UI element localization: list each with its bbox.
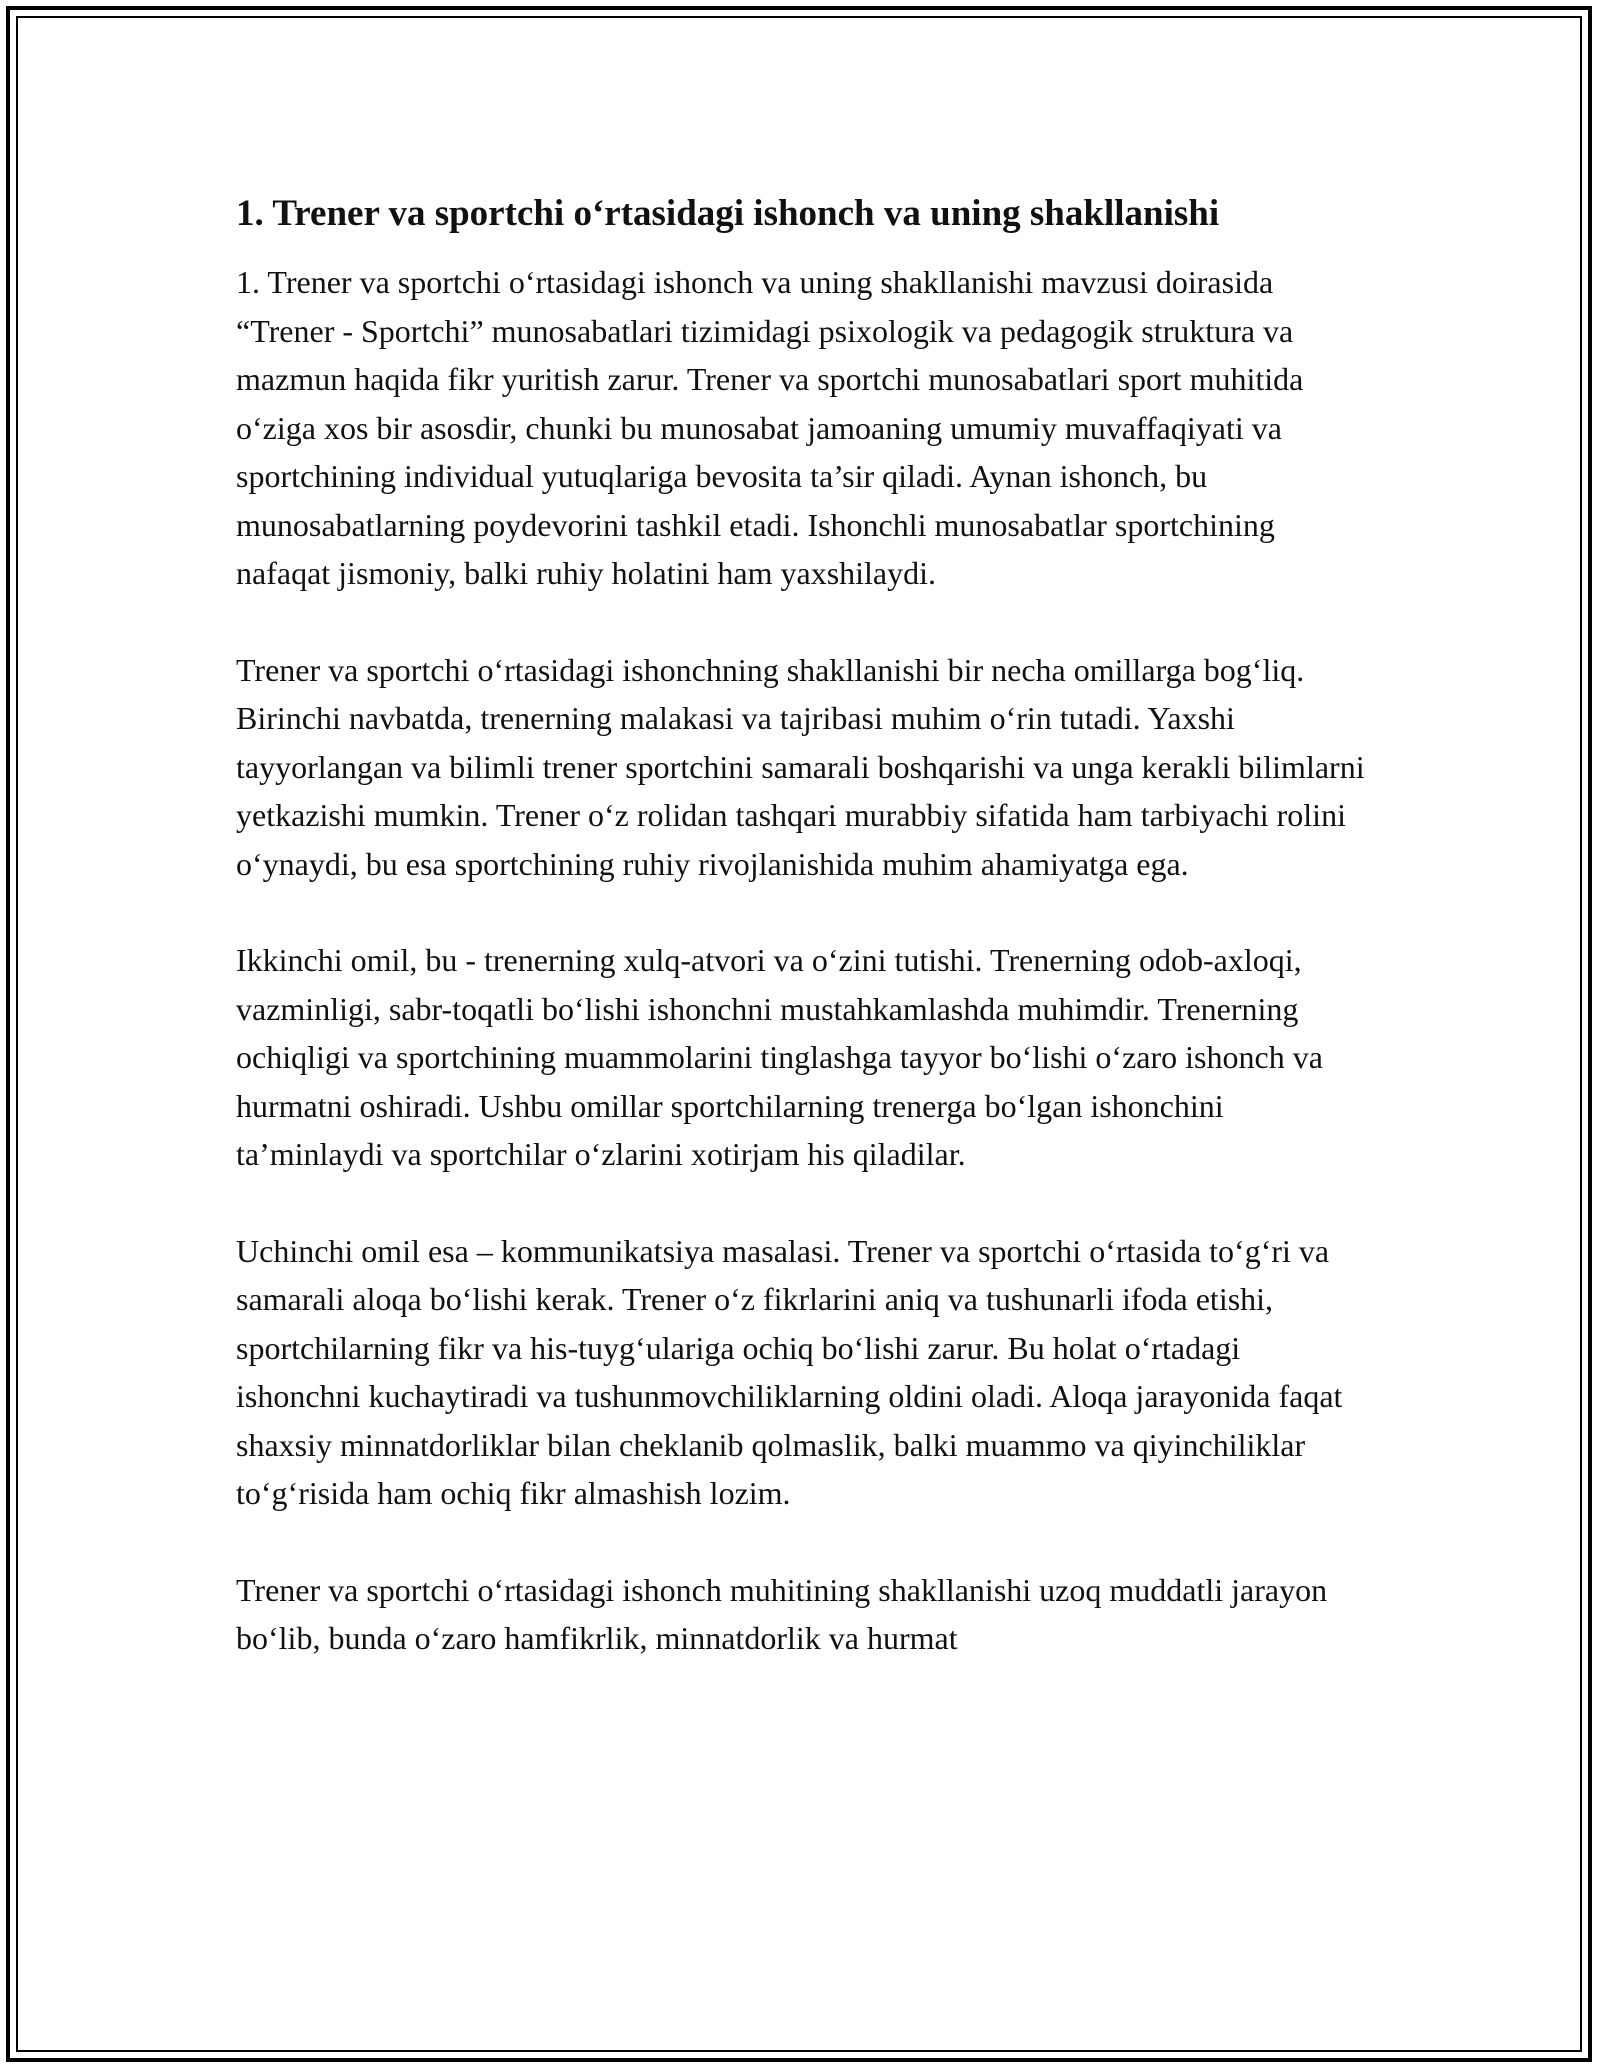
paragraph-3: Ikkinchi omil, bu - trenerning xulq-atvori va o‘zini tutishi. Trenerning odob-axloqi, vazminligi, sabr-toqatli bo‘lishi ishonchni mustahkamlashda muhimdir. Trenerning ochiqligi va sportchining muammolarini tinglashga tayyor bo‘lishi o‘zaro ishonch va hurmatni oshiradi. Ushbu omillar sportchilarning trenerga bo‘lgan ishonchini ta’minlaydi va sportchilar o‘zlarini xotirjam his qiladilar.: [236, 942, 1323, 1172]
paragraph-5: Trener va sportchi o‘rtasidagi ishonch muhitining shakllanishi uzoq muddatli jarayon bo‘lib, bunda o‘zaro hamfikrlik, minnatdorlik va hurmat: [236, 1571, 1328, 1656]
paragraph-1: 1. Trener va sportchi o‘rtasidagi ishonch va uning shakllanishi mavzusi doirasida “Trener - Sportchi” munosabatlari tizimidagi psixologik va pedagogik struktura va mazmun haqida fikr yuritish zarur. Trener va sportchi munosabatlari sport muhitida o‘ziga xos bir asosdir, chunki bu munosabat jamoaning umumiy muvaffaqiyati va sportchining individual yutuqlariga bevosita ta’sir qiladi. Aynan ishonch, bu munosabatlarning poydevorini tashkil etadi. Ishonchli munosabatlar sportchining nafaqat jismoniy, balki ruhiy holatini ham yaxshilaydi.: [236, 264, 1304, 591]
paragraph-2: Trener va sportchi o‘rtasidagi ishonchning shakllanishi bir necha omillarga bog‘liq. Birinchi navbatda, trenerning malakasi va tajribasi muhim o‘rin tutadi. Yaxshi tayyorlangan va bilimli trener sportchini samarali boshqarishi va unga kerakli bilimlarni yetkazishi mumkin. Trener o‘z rolidan tashqari murabbiy sifatida ham tarbiyachi rolini o‘ynaydi, bu esa sportchining ruhiy rivojlanishida muhim ahamiyatga ega.: [236, 651, 1365, 882]
document-heading: 1. Trener va sportchi o‘rtasidagi ishonch va uning shakllanishi: [236, 193, 1220, 234]
document-body: [236, 188, 1366, 1711]
paragraph-4: Uchinchi omil esa – kommunikatsiya masalasi. Trener va sportchi o‘rtasida to‘g‘ri va samarali aloqa bo‘lishi kerak. Trener o‘z fikrlarini aniq va tushunarli ifoda etishi, sportchilarning fikr va his-tuyg‘ulariga ochiq bo‘lishi zarur. Bu holat o‘rtadagi ishonchni kuchaytiradi va tushunmovchiliklarning oldini oladi. Aloqa jarayonida faqat shaxsiy minnatdorliklar bilan cheklanib qolmaslik, balki muammo va qiyinchiliklar to‘g‘risida ham ochiq fikr almashish lozim.: [236, 1232, 1343, 1511]
